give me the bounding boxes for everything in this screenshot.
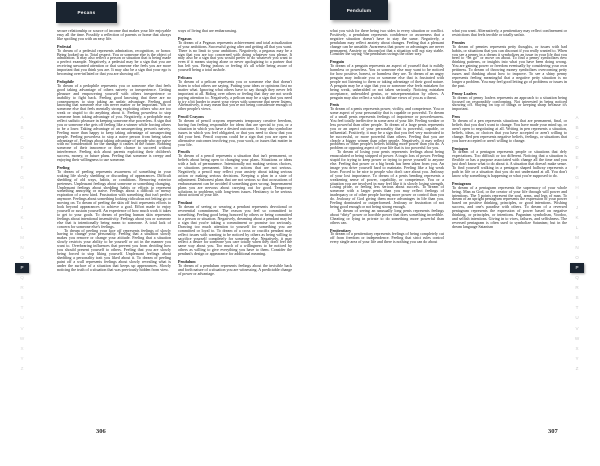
entry-paragraph: To dream of a pencil represents a situation that isn't permanent, or beliefs about being open to changing your plans. Situations or ideas with a lack of permanence. Intentionally not making serious choices, or situations permanent. Ideas or actions that are not serious. Negatively, a pencil may reflect your anxiety about taking serious action or making serious decisions. Keeping a plan in a state of adjustment. Dishonest plans that are not serious so that accusations of embarrassment can be avoided if something goes wrong. Impermanent plans you are nervous about carrying out for good. Temporary solutions to problems with long-term issues. Hesitancy to be serious about actions of your life.: [178, 153, 292, 198]
alphabet-letter-p-active: P: [15, 263, 29, 273]
alphabet-letter-q: Q: [575, 275, 579, 281]
alphabet-letter-j: J: [20, 204, 24, 210]
alphabet-letter-v: V: [20, 325, 24, 331]
entry-paragraph: To dream of losing your penis represents feelings about being emasculated or being stripped of power. A tragic loss of power. Feeling stupid for trying to keep power or trying to prove yourself to anyone else. Feeling that power or a big break has been taken from you. An image you drive yourself hard to maintain. Feeling like a big weak loser. Forced to be nice to people who don't care about you. Jealousy of your lost importance. To dream of a penis bending represents a weakening sense of power, capability, or competence. You or a situation you are involved in may feel like it is slowly losing strength. Losing pride, or feeling less serious about success. To dream of someone with a larger penis than you may reflect feelings of inadequacy or of other people having more power or control than you do. Jealousy of God giving them more advantages in life than you. Feeling dominated or outperformed. Jealousy or frustration of not being good enough or not being strong enough.: [330, 149, 444, 209]
entry-heading: Pencil Crayons: [178, 114, 204, 120]
entry-paragraph: To dream of a pelican represents you or someone else that doesn't listen to what others are saying. Putting your ideas or opinions first no matter what. Ignoring what others have to say though they never felt important at all. Riding over others or feeling that they are not worth paying attention to. Negatively, a pelican may be a sign that you need to try a bit harder to assert your views with someone that never listens. Alternatively, it may mean that you're not being considerate enough of other people's views.: [178, 78, 292, 112]
entry-heading: Pentagon: [452, 145, 468, 151]
alphabet-letter-d: D: [575, 144, 579, 150]
entry-paragraph: To dream of a pentagon represents people or situations that defy expectations. Too difficult or too different. Noticing that a situation is flexible or has a purpose associated with change all the time and you just don't know what to do about it. A situation that doesn't make sense. To find yourself walking in a pentagon shaped hallway represents a path in life or a situation that you do not understand at all. You don't know why something is happening or what you're supposed to do.: [452, 149, 567, 178]
entry-paragraph: To dream of a pedestal represents admiration, recognition, or honor. Being looked up to. Total respect. You or someone else is the object of admiration. It may also reflect a person or situation that is being made a perfect example. Negatively, a pedestal may be a sign that you are receiving unwanted attention or that someone else feels you are more important that you think you are. It may also be a sign that your ego is becoming over-inflated or that you are showing off.: [57, 47, 171, 77]
alphabet-letter-i: I: [576, 194, 578, 200]
entry-paragraph: To dream of peeling represents awareness of something in your waking life slowly shedding or discarding of appearances. Difficult shedding of old ways, habits, or conditions. Removing exterior pretenses. Unpleasant feelings about someone or something changing. Unpleasant feelings about shedding habits or efforts to represent something annoying or naive. Feelings about a difficult or messy expiration of a new kind. Frustration with something that isn't perfect anymore. Feelings about something looking ridiculous not letting go or moving on. To dream of peeling the skin off fruit represents efforts to look beyond appearances to achieve a goal. Effort made to enjoy yourself or sustain yourself. An experience of how much work it takes to get to your goals. To dream of peeling human skin represents feelings about intentional insensitivity. Feelings about you or someone else that is intentionally being mean to someone. A total lack of concern for someone else's feelings.: [57, 168, 171, 229]
alphabet-letter-f: F: [20, 164, 24, 170]
alphabet-letter-r: R: [575, 285, 579, 291]
entry-heading: Pendulum: [178, 259, 196, 265]
right-page-number: 307: [548, 428, 558, 435]
entry-heading: Penis: [330, 102, 340, 108]
right-page-column-2: [452, 29, 567, 229]
left-page-column-2: [178, 29, 292, 276]
alphabet-letter-o: O: [575, 255, 579, 261]
left-page-number: 306: [96, 428, 106, 435]
alphabet-letter-h: H: [575, 184, 579, 190]
alphabet-letter-t: T: [575, 305, 579, 311]
entry-heading: Pennies: [452, 39, 466, 45]
alphabet-letter-w: W: [19, 335, 25, 341]
alphabet-letter-a: A: [20, 114, 24, 120]
entry-paragraph: To dream of a penguin represents an aspect of yourself that is mildly harmless or powerless. You or someone else may want to be noticed for how positive, honest, or harmless they are. To dream of an angry penguin may indicate you or someone else that is frustrated with people not listening to them or taking advantage of their good nature. A penguin may be a sign that you or someone else feels mistaken for being weak, unheralded or not taken seriously. Noticing mistaken acceptance, unheralded genius, or misrepresentation by others. A penguin may also reflect a wish to diffuse views of you as a threat.: [330, 63, 444, 100]
alphabet-letter-x: X: [20, 345, 24, 351]
alphabet-letter-g: G: [20, 174, 24, 180]
alphabet-letter-m: M: [575, 235, 579, 241]
entry-heading: Pedestal: [57, 43, 72, 49]
entry-heading: Pelicans: [178, 75, 192, 81]
entry-paragraph: To dream of a penitentiary represents feelings of being completely cut off from freedom or independence. Feeling that strict rules control every single area of your life and there is nothing you can do about: [330, 231, 444, 245]
alphabet-letter-h: H: [20, 184, 24, 190]
entry-heading: Pencils: [178, 149, 190, 155]
alphabet-letter-d: D: [20, 144, 24, 150]
alphabet-letter-x: X: [575, 345, 579, 351]
entry-paragraph: what you wish for there being two sides to every situation or conflict. Positively, a pendulum represents confidence or awareness that a negative situation doesn't have to stay the same. Negatively, a pendulum may reflect anxiety about changes. Feeling that a pleasant change can be unstable. Awareness that power or advantages are never permanent. Anxiety or discomfort that a situation will not stay stable. Consider the saying “the pendulum swings the other way.”: [330, 28, 444, 57]
alphabet-letter-e: E: [20, 154, 24, 160]
alphabet-letter-z: Z: [575, 365, 579, 371]
alphabet-letter-s: S: [575, 295, 579, 301]
left-page-running-head-tab: Pecans: [56, 2, 117, 23]
entry-paragraph: secure relationship or source of income that makes your life enjoyable easy all the time. Possibly a reflection of parents or home that always like spoiling you with an easy life.: [57, 28, 171, 41]
alphabet-thumb-index-left: [15, 112, 29, 373]
alphabet-letter-b: B: [20, 124, 24, 130]
entry-paragraph: To dream of penny loafers represents an approach to a situation being focused on responsibly conforming. Not interested in being noticed showing off. Staying on top of things or keeping sharp because it's important.: [452, 94, 567, 112]
entry-paragraph: To dream of seeing an unusually long penis represents feelings about “dirty” power or horrible power that does something incredible. Cheating or lying in private to do something more powerful than others can.: [330, 207, 444, 225]
alphabet-letter-v: V: [575, 325, 579, 331]
alphabet-letter-e: E: [575, 154, 579, 160]
alphabet-letter-k: K: [20, 214, 24, 220]
left-page-column-1: [57, 29, 171, 271]
entry-paragraph: To dream of a pen represents situations that are permanent, final, or beliefs that you don't want to change. You have made your mind up, or aren't open to negotiating at all. Writing in pen represents a situation, beliefs, ideas, or choices that you have accepted or aren't willing to change. Red pen represents negative beliefs, feelings, or situations that you have accepted or aren't willing to change.: [452, 118, 567, 143]
right-page-running-head-tab: Pendulum: [330, 0, 388, 20]
alphabet-letter-y: Y: [575, 355, 579, 361]
alphabet-letter-a: A: [575, 114, 579, 120]
alphabet-letter-k: K: [575, 214, 579, 220]
alphabet-letter-m: M: [20, 235, 24, 241]
entry-heading: Pegasus: [178, 35, 192, 41]
entry-paragraph: To dream of a Pegasus represents achievement and total actualization of your ambitions. Successful going after and getting all that you want. There is no limit to your ambitions. Negatively, a pegasus may be a sign that you are too concerned with doing whatever you please. It may also be a sign that you would prefer to do whatever you want to even if it means staying alone or never apologizing to a partner that has left you. Being jealous or feeling it's all while being aware of yourself being a total asshole.: [178, 39, 292, 73]
alphabet-letter-b: B: [575, 124, 579, 130]
entry-paragraph: To dream of pencil crayons represents temporary creative freedom, having fun feeling responsible for ideas that are special to you, or a situation in which you have a desired outcome. It may also symbolize issues in which you feel obligated, or that you need to show that you did your best. Pencil crayons could be a sign that you are open to alternative outcomes involving you, your work, or issues that matter in your life.: [178, 118, 292, 147]
entry-paragraph: To dream of pennies represents petty thoughts, or issues with bad habits, or situations that you can discount if you really wanted to. When you see a penny in a dream it symbolizes an issue in your life that you need to “let go” or move on about. To find a penny symbolizes new thinking patterns, or insights into what you have been doing wrong. You are gaining power or freedom eventually by considering your own pettiness. To dream of throwing money symbolizes overcoming petty issues and thinking about how to improve. To see a shiny penny represents feeling meaningful that a negative petty situation is no longer a problem. You may feel good letting go of problems or issues in the past.: [452, 43, 568, 88]
entry-heading: Pedophile: [57, 78, 74, 84]
alphabet-letter-s: S: [20, 295, 24, 301]
alphabet-letter-y: Y: [20, 355, 24, 361]
right-page-column-1: [330, 29, 444, 244]
entry-heading: Pentagram: [452, 180, 471, 186]
entry-paragraph: ways of living that are embarrassing.: [178, 28, 238, 33]
alphabet-letter-o: O: [20, 255, 24, 261]
entry-paragraph: To dream of peeling your face off represents feelings of slowly having to change your personality. Feeling that a situation slowly makes you remove or change your attitude. Feeling that a situation slowly restricts your ability to be yourself or act in the manner you want to. Overbearing influences that prevent you from deciding how you should present yourself to others. Feeling that you are slowly being forced to stop liking yourself. Unpleasant feelings about shedding a personality trait you liked about it. To dream of peeling paint off a wall represents feelings about slowly revealing what is under the surface of a situation that keeps up appearances. Slowly noticing the truth of a situation that was previously hidden from view.: [57, 227, 171, 272]
entry-heading: Peeling: [57, 165, 70, 170]
entry-paragraph: what you want. Alternatively, a penitentiary may reflect confinement or restrictions that feels terrible or totally unfair.: [452, 28, 567, 37]
alphabet-letter-q: Q: [20, 275, 24, 281]
entry-paragraph: To dream of a pentagram represents the supremacy of your whole being. Man as God, or the creator of your life through will power and intentions. The 5 points represent the soul, arms, and legs of man. To dream of an upright pentagram represents the expression of your power based on positive thinking, principles, or good intentions. Wishing success, and one's paradise with others. To dream of a reversed pentagram represents the expression of power based on negative thinking, or principles, or intentions. Paganism symbolism, Voodoo, and selfish intentions. Giving in to vices, failures, and selfishness. The reversed pentagram is often used to symbolize Satanism; but in the dream language Satanism: [452, 184, 567, 229]
alphabet-letter-n: N: [20, 245, 24, 251]
alphabet-letter-t: T: [20, 305, 24, 311]
alphabet-letter-p-active: P: [570, 263, 584, 273]
entry-heading: Penitentiary: [330, 227, 352, 233]
entry-paragraph: To dream of a pendulum represents feelings about the invisible back and forth nature of a situation you are witnessing. A predictable change of power or advantage.: [178, 262, 292, 276]
alphabet-letter-f: F: [575, 164, 579, 170]
entry-heading: Pendant: [178, 200, 193, 206]
alphabet-letter-u: U: [20, 315, 24, 321]
alphabet-letter-i: I: [21, 194, 23, 200]
alphabet-letter-l: L: [575, 225, 579, 231]
alphabet-letter-g: G: [575, 174, 579, 180]
alphabet-letter-r: R: [20, 285, 24, 291]
alphabet-letter-u: U: [575, 315, 579, 321]
entry-heading: Pens: [452, 114, 460, 120]
alphabet-letter-c: C: [575, 134, 579, 140]
alphabet-letter-n: N: [575, 245, 579, 251]
alphabet-thumb-index-right: [570, 112, 584, 373]
alphabet-letter-j: J: [575, 204, 579, 210]
entry-paragraph: To dream of a pedophile represents you or someone else that feels good taking advantage of others naivety or inexperience. Getting pleasure and empowering yourself with others inexperience or inability to fight back. Feeling good knowing that there are no consequences to stop taking an unfair advantage. Feeling good knowing that someone else can never matter or be important. You or someone else that feels mentally strong exploiting others who are too weak or stupid to do anything about it. Feeling powerless to stop someone from taking advantage of you. Negatively, a pedophile may reflect sadistic pleasure in keeping someone else powerless. A sign that you or someone else gets off feeling like a winner while forcing others to be a loser. Taking advantage of an unsuspecting person's naivety. Feeling more than happy to keep taking advantage of unsuspecting people. Feeling powerless to stop a naive person from being taken advantage of. Feelings about taking advantage of people who are naive with no consideration for the damage it causes in the future. Robbing someone of their innocence or their chance to succeed without interference. Feeling sick about parents exploiting their children's success, money, or future plans. Feeling that someone is creepy and enjoying their willingness to use someone.: [57, 82, 171, 163]
alphabet-letter-w: W: [574, 335, 580, 341]
alphabet-letter-c: C: [20, 134, 24, 140]
entry-paragraph: To dream of seeing or wearing a pendant represents devotional or reverential commitment. The reason you feel so committed to something. Feeling good being honored by others or being committed to a person or situation. Negatively, dreaming about a pendant may be a sign that you're taking a commitment or promise too seriously. Drawing too much attention to yourself for something you are committed or loyal to. To dream of a cross or crucifix pendant may reflect issues with wanting to be noticed by others as being willing to sacrifice yourself completely for someone else. Negatively, it may reflect a desire for someone you care totally when they don't feel the same way about you. Too much of a willingness to be noticed by others as willing to give everything you have to them. Consider the pendant's design or appearance for additional meaning.: [178, 204, 292, 257]
entry-heading: Penguin: [330, 59, 345, 65]
entry-heading: Penny Loafers: [452, 90, 477, 96]
alphabet-letter-l: L: [20, 225, 24, 231]
entry-paragraph: To dream of a penis represents power, virility, and competence. You or some aspect of your personality that is capable or powerful. To dream of a small penis represents feelings of impotence or powerlessness. You feel totally ineffective in some area of your life. Feeling weaker or less powerful than other people. To dream of a large penis represents you or an aspect of your personality that is powerful, capable, or influential. Positively, it may be a sign that you feel very motivated to be successful, or more powerful than others. Feeling that you are clearly a bigger winner than other people. Negatively, it may reflect problems or other people's beliefs holding more power than you do. A problem or opposing aspect of your life that is too powerful for you.: [330, 106, 444, 151]
alphabet-letter-z: Z: [20, 365, 24, 371]
